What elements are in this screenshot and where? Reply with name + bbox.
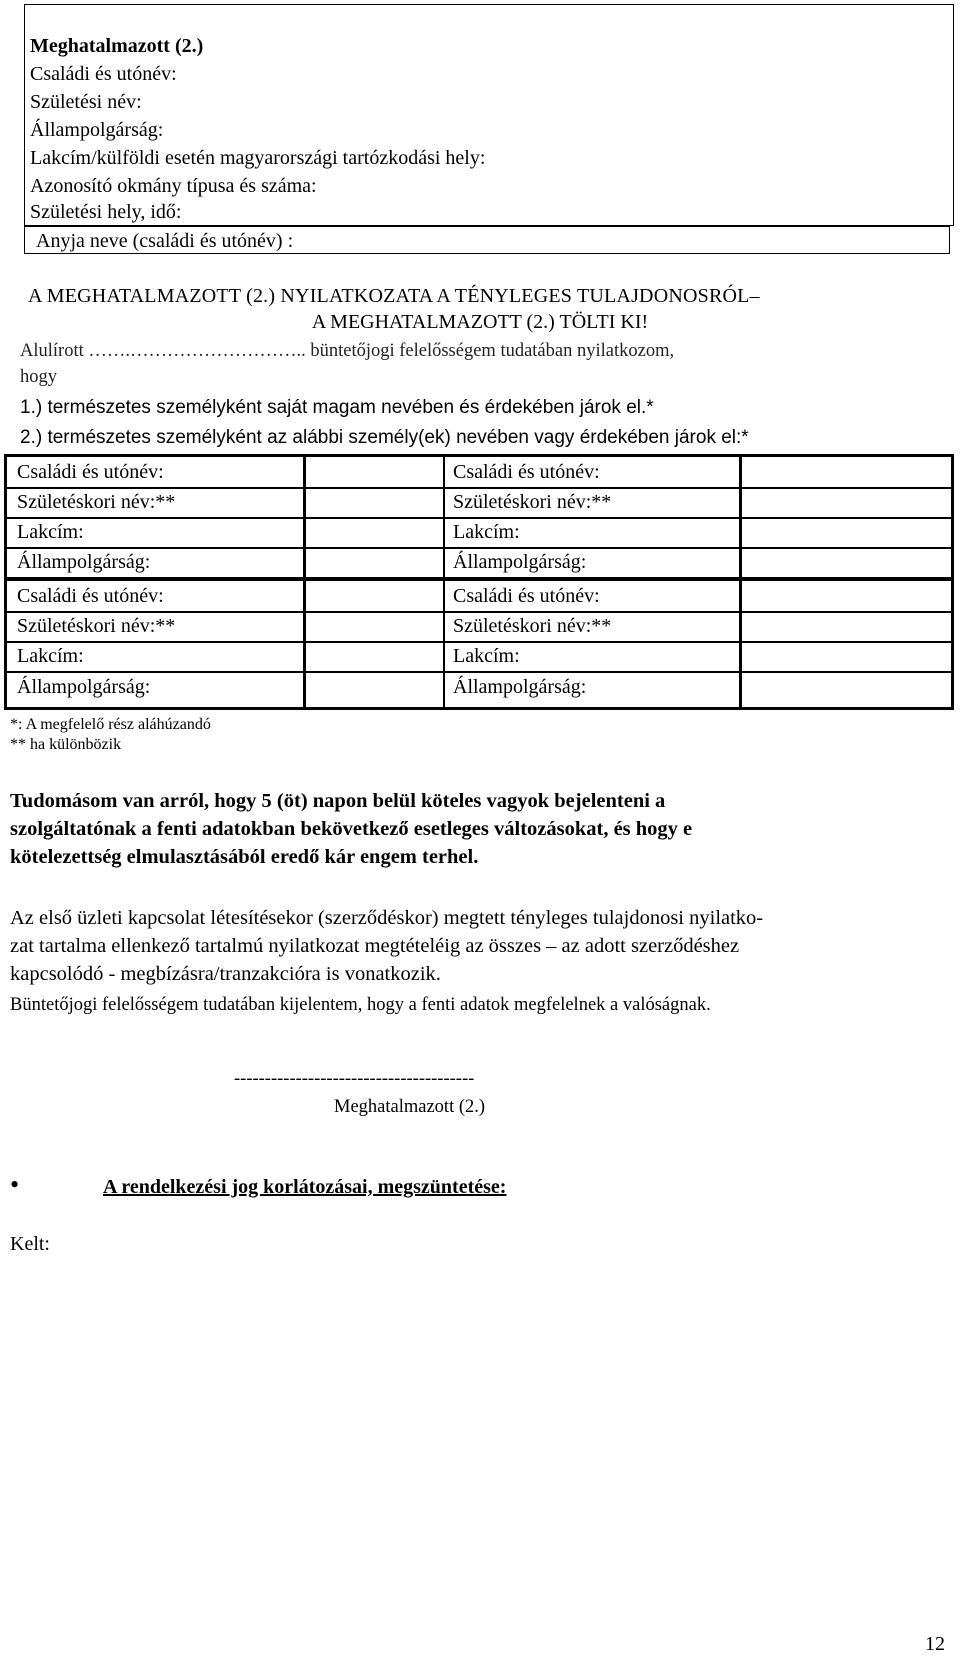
owner4-family-name-label: Családi és utónév: <box>453 585 600 607</box>
page-number: 12 <box>925 1633 945 1655</box>
owner4-address-label: Lakcím: <box>453 645 520 667</box>
signature-line: --------------------------------------- <box>234 1069 475 1089</box>
field-birth-name: Születési név: <box>30 91 142 113</box>
owner1-citizenship-label: Állampolgárság: <box>17 551 151 573</box>
signature-label: Meghatalmazott (2.) <box>334 1097 486 1117</box>
field-family-name: Családi és utónév: <box>30 63 177 85</box>
paragraph-line3: kapcsolódó - megbízásra/tranzakcióra is vonatkozik. <box>10 963 441 985</box>
notice-line1: Tudomásom van arról, hogy 5 (öt) napon belül köteles vagyok bejelenteni a <box>10 790 666 812</box>
footnote-underline: *: A megfelelő rész aláhúzandó <box>10 716 211 733</box>
option-own-behalf: 1.) természetes személyként saját magam nevében és érdekében járok el.* <box>20 397 654 418</box>
option-on-behalf-of-others: 2.) természetes személyként az alábbi személy(ek) nevében vagy érdekében járok el:* <box>20 427 749 448</box>
owner3-family-name-label: Családi és utónév: <box>17 585 164 607</box>
box-heading: Meghatalmazott (2.) <box>30 35 204 57</box>
owner1-address-label: Lakcím: <box>17 521 84 543</box>
undersigned-line: Alulírott …….……………………….. büntetőjogi felelősségem tudatában nyilatkozom, <box>20 341 675 361</box>
field-birth-place-date: Születési hely, idő: <box>30 201 182 223</box>
kelt-label: Kelt: <box>10 1233 50 1255</box>
owner2-citizenship-label: Állampolgárság: <box>453 551 587 573</box>
owner3-address-label: Lakcím: <box>17 645 84 667</box>
owner2-address-label: Lakcím: <box>453 521 520 543</box>
owner4-citizenship-label: Állampolgárság: <box>453 676 587 698</box>
field-address: Lakcím/külföldi esetén magyarországi tartózkodási hely: <box>30 147 486 169</box>
footnote-if-different: ** ha különbözik <box>10 736 122 753</box>
owner1-family-name-label: Családi és utónév: <box>17 461 164 483</box>
bullet-icon: • <box>10 1170 20 1199</box>
undersigned-hogy: hogy <box>20 367 57 387</box>
statement-title-line1: A MEGHATALMAZOTT (2.) NYILATKOZATA A TÉNYLEGES TULAJDONOSRÓL– <box>28 285 760 307</box>
paragraph-line4: Büntetőjogi felelősségem tudatában kijelentem, hogy a fenti adatok megfelelnek a valóságnak. <box>10 995 711 1015</box>
owner2-birth-name-label: Születéskori név:** <box>453 491 612 513</box>
owner2-family-name-label: Családi és utónév: <box>453 461 600 483</box>
paragraph-line2: zat tartalma ellenkező tartalmú nyilatkozat megtételéig az összes – az adott szerződéshez <box>10 935 740 957</box>
owner3-birth-name-label: Születéskori név:** <box>17 615 176 637</box>
beneficial-owners-table <box>4 454 954 710</box>
section-title: A rendelkezési jog korlátozásai, megszüntetése: <box>103 1176 507 1198</box>
field-citizenship: Állampolgárság: <box>30 119 164 141</box>
statement-title-line2: A MEGHATALMAZOTT (2.) TÖLTI KI! <box>311 311 649 333</box>
owner3-citizenship-label: Állampolgárság: <box>17 676 151 698</box>
paragraph-line1: Az első üzleti kapcsolat létesítésekor (szerződéskor) megtett tényleges tulajdonosi nyilatko- <box>10 907 764 929</box>
field-id-document: Azonosító okmány típusa és száma: <box>30 175 317 197</box>
notice-line2: szolgáltatónak a fenti adatokban bekövetkező esetleges változásokat, és hogy e <box>10 818 693 840</box>
owner4-birth-name-label: Születéskori név:** <box>453 615 612 637</box>
owner1-birth-name-label: Születéskori név:** <box>17 491 176 513</box>
notice-line3: kötelezettség elmulasztásából eredő kár engem terhel. <box>10 846 479 868</box>
field-mother-name: Anyja neve (családi és utónév) : <box>36 230 294 252</box>
